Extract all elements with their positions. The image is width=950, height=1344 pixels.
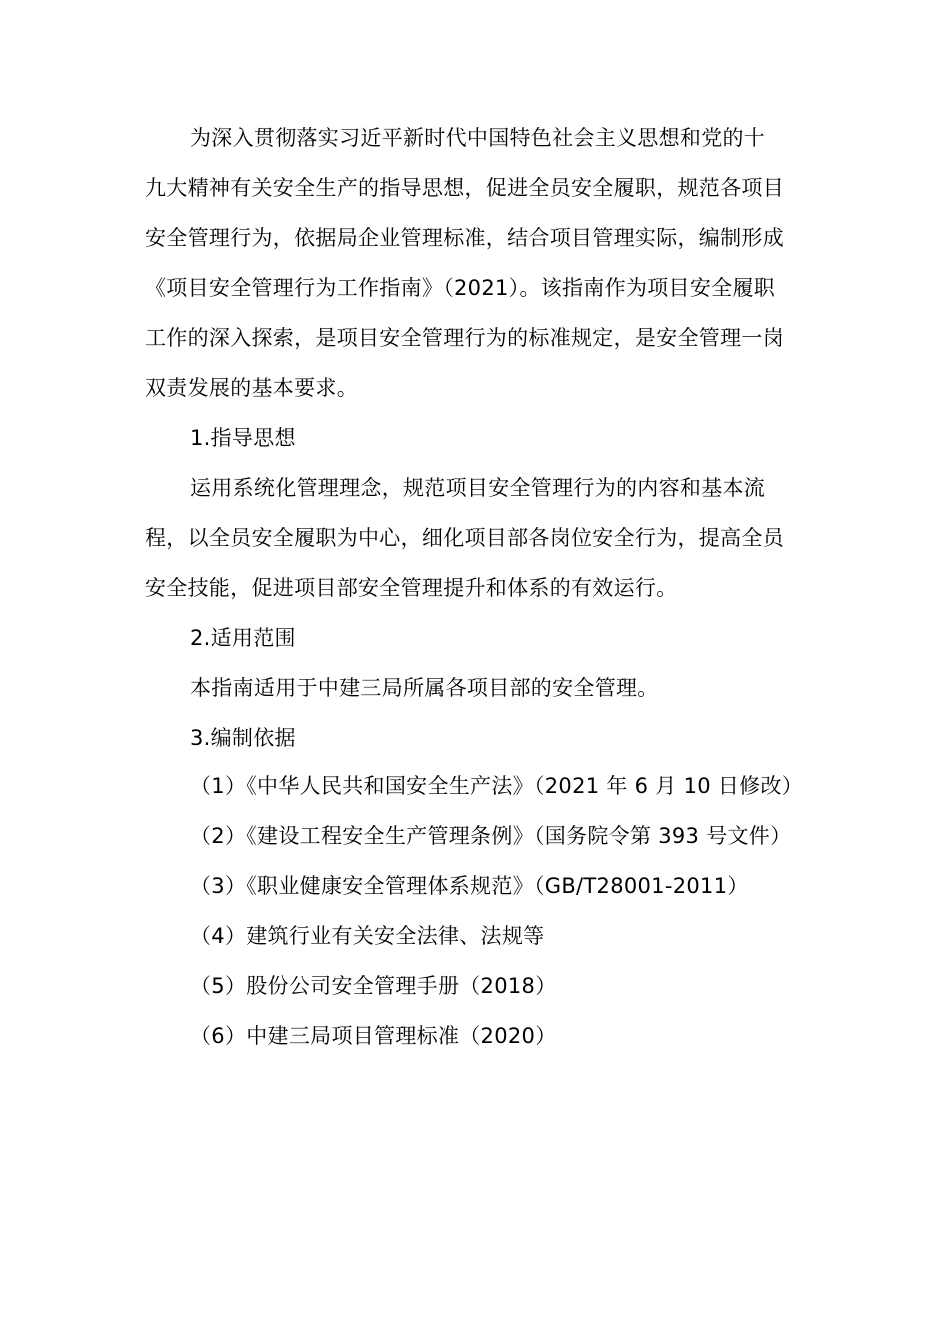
basis-item-5: （5）股份公司安全管理手册（2018） [190,974,557,998]
section1-line-1: 运用系统化管理理念，规范项目安全管理行为的内容和基本流 [190,476,766,500]
basis-item-1: （1）《中华人民共和国安全生产法》（2021 年 6 月 10 日修改） [190,774,804,798]
section-heading-scope: 2.适用范围 [190,626,296,650]
intro-line-2: 九大精神有关安全生产的指导思想，促进全员安全履职，规范各项目 [145,176,784,200]
section2-line-1: 本指南适用于中建三局所属各项目部的安全管理。 [190,676,659,700]
intro-line-1: 为深入贯彻落实习近平新时代中国特色社会主义思想和党的十 [190,126,766,150]
intro-line-4: 《项目安全管理行为工作指南》（2021）。该指南作为项目安全履职 [145,276,776,300]
basis-item-2: （2）《建设工程安全生产管理条例》（国务院令第 393 号文件） [190,824,792,848]
section1-line-3: 安全技能，促进项目部安全管理提升和体系的有效运行。 [145,576,678,600]
intro-line-5: 工作的深入探索，是项目安全管理行为的标准规定，是安全管理一岗 [145,326,784,350]
intro-line-6: 双责发展的基本要求。 [145,376,358,400]
basis-item-6: （6）中建三局项目管理标准（2020） [190,1024,557,1048]
section-heading-basis: 3.编制依据 [190,726,296,750]
basis-item-3: （3）《职业健康安全管理体系规范》（GB/T28001-2011） [190,874,749,898]
section1-line-2: 程，以全员安全履职为中心，细化项目部各岗位安全行为，提高全员 [145,526,784,550]
basis-item-4: （4）建筑行业有关安全法律、法规等 [190,924,545,948]
section-heading-guiding-ideology: 1.指导思想 [190,426,296,450]
intro-line-3: 安全管理行为，依据局企业管理标准，结合项目管理实际，编制形成 [145,226,784,250]
